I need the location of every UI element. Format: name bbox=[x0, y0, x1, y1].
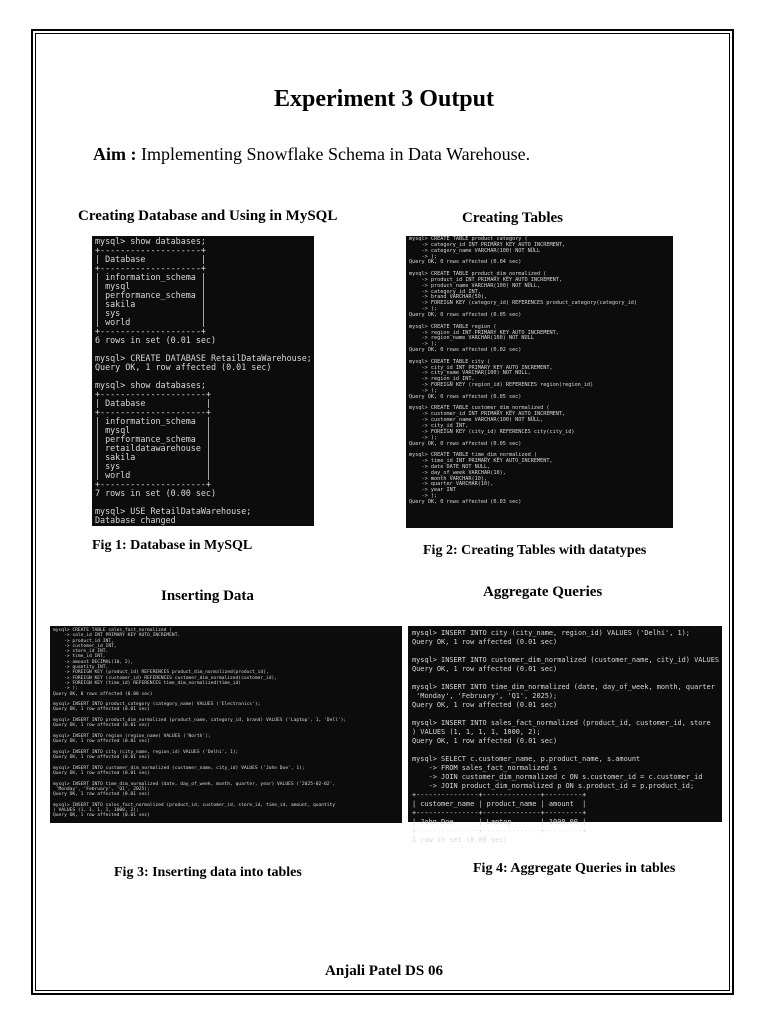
terminal-line: mysql> CREATE TABLE sales_fact_normalized ( bbox=[53, 628, 172, 633]
terminal-line: -> FOREIGN KEY (category_id) REFERENCES product_category(category_id) bbox=[409, 300, 637, 307]
terminal-line: Database changed bbox=[95, 515, 176, 525]
terminal-line: | mysql | bbox=[95, 425, 211, 435]
terminal-line: -> customer_id INT PRIMARY KEY AUTO_INCREMENT, bbox=[409, 411, 566, 418]
terminal-line: mysql> INSERT INTO time_dim_normalized (date, day_of_week, month, quarter bbox=[412, 683, 715, 691]
terminal-line: +---------------+--------------+---------+ bbox=[412, 809, 587, 817]
terminal-line: | performance_schema | bbox=[95, 290, 206, 300]
terminal-line: | retaildatawarehouse | bbox=[95, 443, 211, 453]
terminal-line: | sakila | bbox=[95, 299, 206, 309]
aim-label: Aim : bbox=[93, 144, 137, 164]
section-heading-database: Creating Database and Using in MySQL bbox=[78, 208, 338, 224]
terminal-line: -> quarter VARCHAR(10), bbox=[409, 481, 494, 488]
terminal-line: -> JOIN customer_dim_normalized c ON s.customer_id = c.customer_id bbox=[412, 773, 703, 781]
section-heading-inserting: Inserting Data bbox=[161, 588, 254, 604]
terminal-line: | information_schema | bbox=[95, 272, 206, 282]
terminal-line: Query OK, 1 row affected (0.01 sec) bbox=[95, 362, 272, 372]
terminal-line: 'Monday', 'February', 'Q1', 2025); bbox=[412, 692, 558, 700]
terminal-line: +---------------------+ bbox=[95, 407, 211, 417]
terminal-line: ) VALUES (1, 1, 1, 1, 1000, 2); bbox=[412, 728, 541, 736]
terminal-line: | sys | bbox=[95, 461, 211, 471]
terminal-line: -> ); bbox=[409, 341, 438, 348]
terminal-line: mysql> CREATE TABLE product_category ( bbox=[409, 236, 528, 242]
terminal-line: | performance_schema | bbox=[95, 434, 211, 444]
terminal-screenshot-aggregate bbox=[408, 626, 722, 844]
section-heading-aggregate: Aggregate Queries bbox=[483, 584, 603, 600]
terminal-line: -> category_name VARCHAR(100) NOT NULL bbox=[409, 247, 541, 254]
terminal-line bbox=[412, 746, 718, 755]
terminal-line: -> ); bbox=[409, 253, 438, 260]
terminal-line: -> month VARCHAR(10), bbox=[409, 475, 488, 482]
terminal-line: | world | bbox=[95, 317, 206, 327]
terminal-line: -> ); bbox=[53, 686, 78, 692]
terminal-line: -> product_id INT PRIMARY KEY AUTO_INCREMENT, bbox=[409, 276, 563, 283]
terminal-line: -> region_id INT PRIMARY KEY AUTO_INCREMENT, bbox=[409, 329, 559, 336]
terminal-line: | Database | bbox=[95, 398, 211, 408]
terminal-line: Query OK, 0 rows affected (0.05 sec) bbox=[409, 311, 522, 318]
terminal-line: -> region_name VARCHAR(100) NOT NULL bbox=[409, 335, 534, 342]
terminal-line: -> product_id INT, bbox=[53, 638, 114, 644]
terminal-line: mysql> CREATE TABLE region ( bbox=[409, 323, 497, 330]
terminal-line: Query OK, 1 row affected (0.01 sec) bbox=[53, 792, 150, 798]
figure-caption-4: Fig 4: Aggregate Queries in tables bbox=[473, 861, 676, 876]
terminal-line: mysql> show databases; bbox=[95, 236, 206, 246]
terminal-line: mysql> USE RetailDataWarehouse; bbox=[95, 506, 252, 516]
terminal-line: -> date DATE NOT NULL, bbox=[409, 463, 491, 470]
terminal-line: -> JOIN product_dim_normalized p ON s.product_id = p.product_id; bbox=[412, 782, 695, 790]
terminal-line: -> city_id INT PRIMARY KEY AUTO_INCREMENT, bbox=[409, 364, 553, 371]
terminal-line: -> time_id INT, bbox=[53, 654, 106, 660]
terminal-line: -> FROM sales_fact_normalized s bbox=[412, 764, 558, 772]
terminal-line: mysql> CREATE TABLE time_dim_normalized ( bbox=[409, 452, 538, 459]
terminal-line: mysql> INSERT INTO product_category (category_name) VALUES ('Electronics'); bbox=[53, 702, 261, 708]
terminal-line: mysql> INSERT INTO region (region_name) VALUES ('North'); bbox=[53, 733, 211, 739]
terminal-line: +--------------------+ bbox=[95, 263, 206, 273]
terminal-line: -> category_id INT PRIMARY KEY AUTO_INCREMENT, bbox=[409, 241, 566, 248]
terminal-line: +---------------------+ bbox=[95, 479, 211, 489]
aim-line bbox=[93, 144, 530, 165]
terminal-line: mysql> CREATE TABLE city ( bbox=[409, 358, 491, 365]
terminal-line: -> day_of_week VARCHAR(10), bbox=[409, 469, 506, 476]
terminal-line: Query OK, 0 rows affected (0.04 sec) bbox=[409, 259, 522, 266]
terminal-line: -> customer_name VARCHAR(100) NOT NULL, bbox=[409, 417, 544, 424]
terminal-screenshot-create-tables bbox=[406, 236, 673, 528]
terminal-line: | information_schema | bbox=[95, 416, 211, 426]
terminal-line: Query OK, 1 row affected (0.01 sec) bbox=[53, 755, 150, 761]
terminal-line: 1 row in set (0.00 sec) bbox=[412, 836, 508, 844]
terminal-line: Query OK, 0 rows affected (0.05 sec) bbox=[409, 440, 522, 447]
terminal-line: -> store_id INT, bbox=[53, 649, 109, 655]
terminal-line: +--------------------+ bbox=[95, 326, 206, 336]
author-footer: Anjali Patel DS 06 bbox=[325, 963, 443, 979]
terminal-line: | Database | bbox=[95, 254, 206, 264]
terminal-line: Query OK, 1 row affected (0.01 sec) bbox=[53, 813, 150, 819]
terminal-line bbox=[412, 710, 718, 719]
terminal-line: mysql> CREATE TABLE customer_dim_normalized ( bbox=[409, 405, 550, 412]
terminal-line: mysql> INSERT INTO city (city_name, region_id) VALUES ('Delhi', 1); bbox=[412, 629, 690, 637]
terminal-line: mysql> INSERT INTO customer_dim_normalized (customer_name, city_id) VALUES ('John Doe', 1); bbox=[53, 765, 305, 771]
terminal-line: Query OK, 1 row affected (0.01 sec) bbox=[53, 707, 150, 713]
terminal-line: mysql> CREATE TABLE product_dim_normalized ( bbox=[409, 271, 547, 278]
terminal-line: mysql> INSERT INTO customer_dim_normalized (customer_name, city_id) VALUES bbox=[412, 656, 719, 664]
terminal-line: +---------------+--------------+---------+ bbox=[412, 791, 587, 799]
terminal-line: -> ); bbox=[409, 493, 438, 500]
terminal-line: mysql> INSERT INTO city (city_name, region_id) VALUES ('Delhi', 1); bbox=[53, 749, 239, 755]
terminal-line: -> time_id INT PRIMARY KEY AUTO_INCREMENT, bbox=[409, 458, 553, 465]
terminal-line: 6 rows in set (0.01 sec) bbox=[95, 335, 217, 345]
terminal-line: -> amount DECIMAL(10, 2), bbox=[53, 659, 134, 665]
terminal-line: -> FOREIGN KEY (city_id) REFERENCES city(city_id) bbox=[409, 428, 575, 435]
terminal-line: 'Monday', 'February', 'Q1', 2025); bbox=[53, 786, 150, 792]
terminal-line bbox=[412, 674, 718, 683]
terminal-line: mysql> SELECT c.customer_name, p.product_name, s.amount bbox=[412, 755, 641, 763]
terminal-line: mysql> INSERT INTO sales_fact_normalized (product_id, customer_id, store_id, time_id, amount, quantity bbox=[53, 802, 336, 808]
terminal-line: | world | bbox=[95, 470, 211, 480]
terminal-line: 7 rows in set (0.00 sec) bbox=[95, 488, 217, 498]
terminal-line: Query OK, 0 rows affected (0.02 sec) bbox=[409, 347, 522, 354]
terminal-line: Query OK, 0 rows affected (0.05 sec) bbox=[409, 393, 522, 400]
terminal-line: -> quantity INT, bbox=[53, 665, 109, 671]
terminal-line: -> product_name VARCHAR(100) NOT NULL, bbox=[409, 282, 541, 289]
terminal-line: | John Doe | Laptop | 1000.00 | bbox=[412, 818, 587, 826]
terminal-line: -> ); bbox=[409, 306, 438, 313]
terminal-line: Query OK, 1 row affected (0.01 sec) bbox=[53, 739, 150, 745]
terminal-line: -> FOREIGN KEY (product_id) REFERENCES product_dim_normalized(product_id), bbox=[53, 670, 269, 676]
terminal-line: Query OK, 1 row affected (0.01 sec) bbox=[412, 665, 558, 673]
terminal-line: Query OK, 1 row affected (0.01 sec) bbox=[412, 638, 558, 646]
terminal-line: -> region_id INT, bbox=[409, 376, 475, 383]
terminal-line: -> ); bbox=[409, 387, 438, 394]
terminal-line: +---------------------+ bbox=[95, 389, 211, 399]
terminal-line: Query OK, 1 row affected (0.01 sec) bbox=[412, 701, 558, 709]
terminal-line: mysql> INSERT INTO product_dim_normalized (product_name, category_id, brand) VALUES ('Laptop', 1, 'Dell'); bbox=[53, 718, 347, 724]
terminal-line: -> sale_id INT PRIMARY KEY AUTO_INCREMENT, bbox=[53, 633, 181, 639]
terminal-line: mysql> INSERT INTO sales_fact_normalized (product_id, customer_id, store bbox=[412, 719, 711, 727]
terminal-line: -> FOREIGN KEY (time_id) REFERENCES time_dim_normalized(time_id) bbox=[53, 680, 242, 686]
terminal-line: -> ); bbox=[409, 434, 438, 441]
terminal-line: +---------------+--------------+---------+ bbox=[412, 827, 587, 835]
terminal-line: | mysql | bbox=[95, 281, 206, 291]
terminal-line: Query OK, 1 row affected (0.01 sec) bbox=[53, 723, 150, 729]
terminal-line: | sakila | bbox=[95, 452, 211, 462]
terminal-line: -> customer_id INT, bbox=[53, 643, 117, 649]
terminal-line: | customer_name | product_name | amount | bbox=[412, 800, 587, 808]
section-heading-tables: Creating Tables bbox=[462, 210, 563, 226]
terminal-line: -> city_name VARCHAR(100) NOT NULL, bbox=[409, 370, 531, 377]
terminal-line: ) VALUES (1, 1, 1, 1, 1000, 2); bbox=[53, 808, 139, 814]
terminal-line: mysql> INSERT INTO time_dim_normalized (date, day_of_week, month, quarter, year) VALUES ('2025-02-02', bbox=[53, 781, 336, 787]
terminal-line: Query OK, 0 rows affected (0.03 sec) bbox=[409, 498, 522, 505]
terminal-line: -> category_id INT, bbox=[409, 288, 481, 295]
terminal-line: Query OK, 1 row affected (0.01 sec) bbox=[412, 737, 558, 745]
figure-caption-1: Fig 1: Database in MySQL bbox=[92, 538, 253, 553]
terminal-screenshot-inserting bbox=[50, 626, 402, 823]
terminal-line: Query OK, 1 row affected (0.01 sec) bbox=[53, 771, 150, 777]
figure-caption-2: Fig 2: Creating Tables with datatypes bbox=[423, 543, 647, 558]
terminal-screenshot-database bbox=[92, 236, 314, 526]
aim-text: Implementing Snowflake Schema in Data Warehouse. bbox=[136, 144, 531, 164]
terminal-line: -> FOREIGN KEY (customer_id) REFERENCES customer_dim_normalized(customer_id), bbox=[53, 675, 278, 681]
terminal-line bbox=[412, 647, 718, 656]
terminal-line: | sys | bbox=[95, 308, 206, 318]
page-title: Experiment 3 Output bbox=[273, 86, 494, 112]
terminal-line: Query OK, 0 rows affected (0.08 sec) bbox=[53, 691, 153, 697]
terminal-line: +--------------------+ bbox=[95, 245, 206, 255]
figure-caption-3: Fig 3: Inserting data into tables bbox=[114, 865, 302, 880]
terminal-line: -> FOREIGN KEY (region_id) REFERENCES region(region_id) bbox=[409, 382, 594, 389]
terminal-line: mysql> show databases; bbox=[95, 380, 206, 390]
terminal-line: -> brand VARCHAR(50), bbox=[409, 294, 488, 301]
terminal-line: -> year INT bbox=[409, 487, 456, 494]
terminal-line: mysql> CREATE DATABASE RetailDataWarehouse; bbox=[95, 353, 312, 363]
terminal-line: -> city_id INT, bbox=[409, 423, 469, 429]
